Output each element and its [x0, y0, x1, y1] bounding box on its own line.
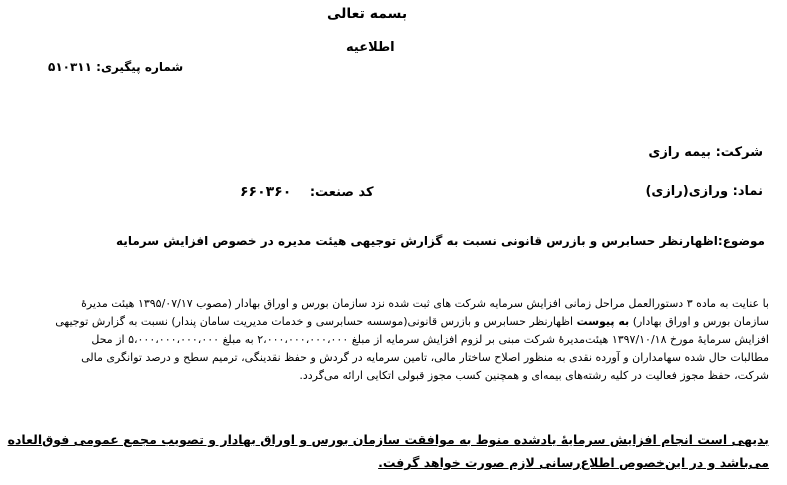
basmala-heading: بسمه تعالی [327, 6, 408, 22]
industry-code-value: ۶۶۰۳۶۰ [240, 184, 292, 200]
body-line: با عنایت به ماده ۳ دستورالعمل مراحل زمانی افزایش سرمایه شرکت های ثبت شده نزد سازمان بورس و اوراق بهادار (مصوب ۱۳۹۵/۰۷/۱۷ هیئت مدیرهٔ [81, 297, 769, 310]
symbol-value: ورازی(رازی) [645, 184, 729, 199]
company-value: بیمه رازی [648, 145, 712, 160]
body-text: اظهارنظر حسابرس و بازرس قانونی(موسسه حسابرسی و خدمات مدیریت سامان پندار) نسبت به گزارش توجیهی [55, 315, 577, 328]
tracking-number-row [48, 60, 183, 74]
company-label: شرکت: [715, 145, 763, 160]
attachment-phrase: به پیوست [576, 315, 630, 328]
body-line: افزایش سرمایهٔ مورخ ۱۳۹۷/۱۰/۱۸ هیئت‌مدیرهٔ شرکت مبنی بر لزوم افزایش سرمایه از مبلغ ۲،۰۰۰،۰۰۰،۰۰۰،۰۰۰ به مبلغ ۵،۰۰۰،۰۰۰،۰۰۰،۰۰۰ از محل [91, 333, 769, 346]
final-note-line: بدیهی است انجام افزایش سرمایهٔ یادشده منوط به موافقت سازمان بورس و اوراق بهادار و تصویب مجمع عمومی فوق‌العاده [7, 432, 769, 447]
body-line [17, 313, 769, 331]
subject-label: موضوع: [717, 234, 765, 248]
notice-title: اطلاعیه [346, 40, 395, 55]
subject-row [116, 234, 765, 248]
final-note-line: می‌باشد و در این‌خصوص اطلاع‌رسانی لازم صورت خواهد گرفت. [378, 455, 769, 470]
tracking-number: ۵۱۰۳۱۱ [48, 60, 92, 74]
symbol-label: نماد: [732, 184, 763, 199]
subject-value: اظهارنظر حسابرس و بازرس قانونی نسبت به گزارش توجیهی هیئت مدیره در خصوص افزایش سرمایه [116, 234, 718, 248]
industry-code-label: کد صنعت: [309, 185, 374, 200]
body-line: مطالبات حال شده سهامداران و آورده نقدی به منظور اصلاح ساختار مالی، تامین سرمایه در گردش و حفظ نقدینگی، ترمیم سطح و درصد توانگری مالی [81, 351, 769, 364]
industry-code-row [240, 184, 374, 200]
body-text: سازمان بورس و اوراق بهادار) [629, 315, 769, 328]
final-note [7, 428, 769, 474]
body-line: شرکت، حفظ مجوز فعالیت در کلیه رشته‌های بیمه‌ای و همچنین کسب مجوز قبولی اتکایی ارائه می‌گردد. [299, 369, 769, 382]
company-row [648, 145, 763, 160]
tracking-label: شماره پیگیری: [96, 60, 184, 74]
symbol-row [645, 184, 763, 199]
body-paragraph [17, 295, 769, 385]
